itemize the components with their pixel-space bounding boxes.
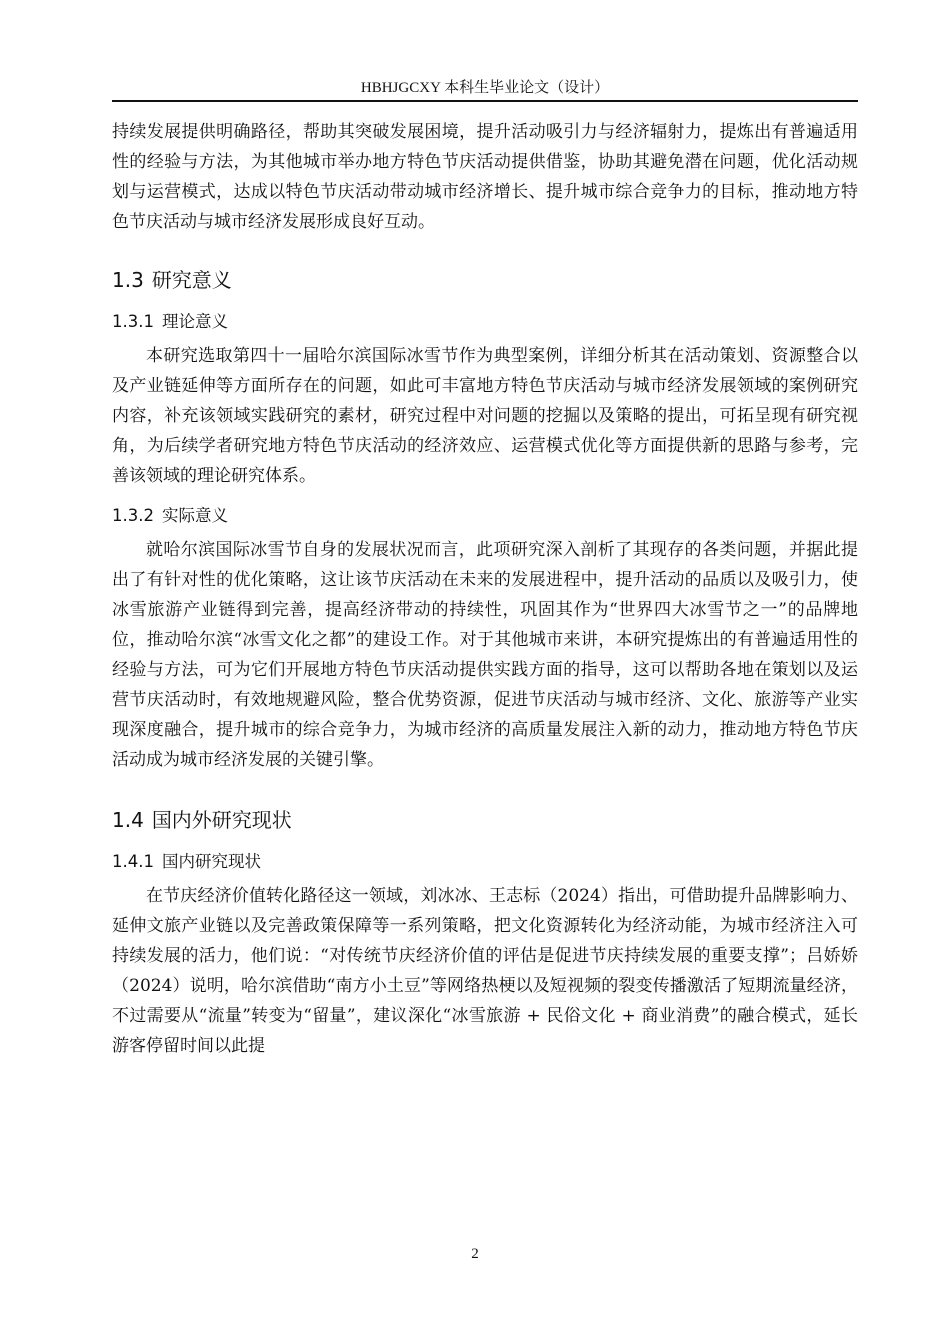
subsection-title: 理论意义	[161, 312, 228, 331]
subsection-title: 实际意义	[161, 506, 228, 525]
section-heading-1-3	[112, 265, 858, 295]
section-number: 1.3	[112, 268, 144, 292]
practical-significance-paragraph: 就哈尔滨国际冰雪节自身的发展状况而言，此项研究深入剖析了其现存的各类问题，并据此提出了有针对性的优化策略，这让该节庆活动在未来的发展进程中，提升活动的品质以及吸引力，使冰雪旅游产业链得到完善，提高经济带动的持续性，巩固其作为“世界四大冰雪节之一”的品牌地位，推动哈尔滨“冰雪文化之都”的建设工作。对于其他城市来讲，本研究提炼出的有普遍适用性的经验与方法，可为它们开展地方特色节庆活动提供实践方面的指导，这可以帮助各地在策划以及运营节庆活动时，有效地规避风险，整合优势资源，促进节庆活动与城市经济、文化、旅游等产业实现深度融合，提升城市的综合竞争力，为城市经济的高质量发展注入新的动力，推动地方特色节庆活动成为城市经济发展的关键引擎。	[112, 540, 858, 770]
subsection-title: 国内研究现状	[161, 852, 261, 871]
section-number: 1.4	[112, 808, 144, 832]
page-header: HBHJGCXY 本科生毕业论文（设计）	[360, 80, 610, 96]
theoretical-significance-paragraph: 本研究选取第四十一届哈尔滨国际冰雪节作为典型案例，详细分析其在活动策划、资源整合以及产业链延伸等方面所存在的问题，如此可丰富地方特色节庆活动与城市经济发展领域的案例研究内容，补充该领域实践研究的素材，研究过程中对问题的挖掘以及策略的提出，可拓呈现有研究视角，为后续学者研究地方特色节庆活动的经济效应、运营模式优化等方面提供新的思路与参考，完善该领域的理论研究体系。	[112, 346, 858, 486]
page-number: 2	[471, 1246, 479, 1262]
domestic-research-paragraph: 在节庆经济价值转化路径这一领域，刘冰冰、王志标（2024）指出，可借助提升品牌影响力、延伸文旅产业链以及完善政策保障等一系列策略，把文化资源转化为经济动能，为城市经济注入可持续发展的活力，他们说：“对传统节庆经济价值的评估是促进节庆持续发展的重要支撑”；吕娇娇（2024）说明，哈尔滨借助“南方小土豆”等网络热梗以及短视频的裂变传播激活了短期流量经济，不过需要从“流量”转变为“留量”，建议深化“冰雪旅游 + 民俗文化 + 商业消费”的融合模式，延长游客停留时间以此提	[112, 886, 858, 1056]
header-rule	[112, 100, 858, 102]
subsection-number: 1.3.2	[112, 506, 154, 525]
intro-continuation-paragraph: 持续发展提供明确路径，帮助其突破发展困境，提升活动吸引力与经济辐射力，提炼出有普遍适用性的经验与方法，为其他城市举办地方特色节庆活动提供借鉴，协助其避免潜在问题，优化活动规划与运营模式，达成以特色节庆活动带动城市经济增长、提升城市综合竞争力的目标，推动地方特色节庆活动与城市经济发展形成良好互动。	[112, 122, 858, 232]
section-title: 研究意义	[151, 268, 232, 292]
subsection-heading-1-4-1	[112, 847, 858, 877]
subsection-number: 1.4.1	[112, 852, 154, 871]
section-title: 国内外研究现状	[151, 808, 292, 832]
subsection-heading-1-3-1	[112, 307, 858, 337]
subsection-heading-1-3-2	[112, 501, 858, 531]
section-heading-1-4	[112, 805, 858, 835]
subsection-number: 1.3.1	[112, 312, 154, 331]
page-content	[112, 117, 858, 1061]
